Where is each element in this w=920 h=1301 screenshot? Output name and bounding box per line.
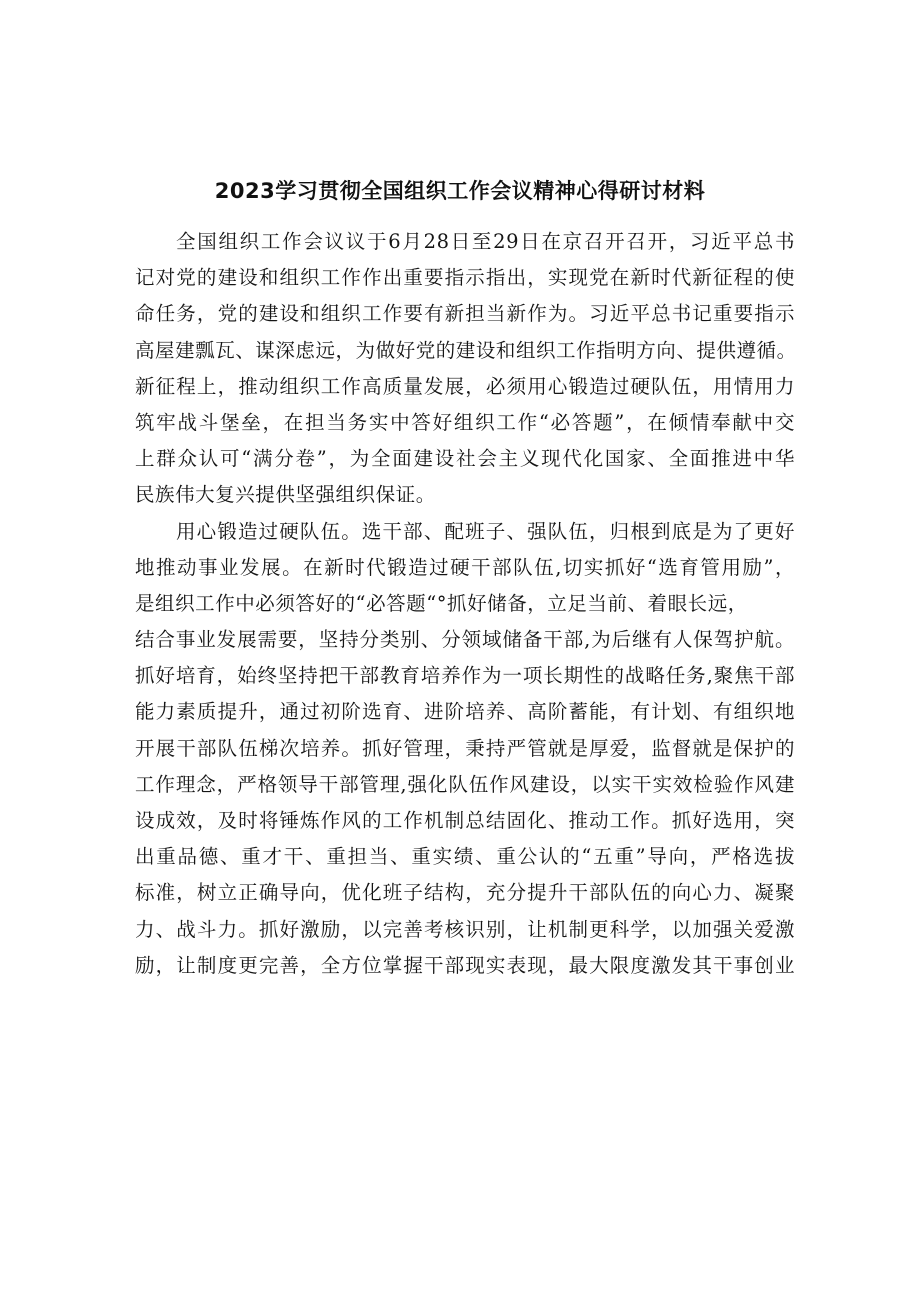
text-line: 新征程上，推动组织工作高质量发展，必须用心锻造过硬队伍，用情用力 xyxy=(135,374,795,398)
text-line: 命任务，党的建设和组织工作要有新担当新作为。习近平总书记重要指示 xyxy=(135,302,795,326)
text-line: 是组织工作中必须答好的“必答题“°抓好储备，立足当前、着眼长远， xyxy=(135,591,748,615)
text-line: 全国组织工作会议议于6月28日至29日在京召开召开，习近平总书 xyxy=(176,230,795,253)
text-line: 民族伟大复兴提供坚强组织保证。 xyxy=(135,483,436,507)
text-line: 用心锻造过硬队伍。选干部、配班子、强队伍，归根到底是为了更好 xyxy=(176,519,795,543)
text-line: 地推动事业发展。在新时代锻造过硬干部队伍,切实抓好“选育管用励”， xyxy=(135,555,795,579)
document-title: 2023学习贯彻全国组织工作会议精神心得研讨材料 xyxy=(214,179,706,203)
text-line: 能力素质提升，通过初阶选育、进阶培养、高阶蓄能，有计划、有组织地 xyxy=(135,700,795,724)
paragraph-1 xyxy=(135,224,795,514)
text-line: 励，让制度更完善，全方位掌握干部现实表现，最大限度激发其干事创业 xyxy=(135,953,795,977)
text-line: 出重品德、重才干、重担当、重实绩、重公认的“五重”导向，严格选拔 xyxy=(135,845,795,869)
text-line: 记对党的建设和组织工作作出重要指示指出，实现党在新时代新征程的使 xyxy=(135,266,795,290)
text-line: 高屋建瓢瓦、谋深虑远，为做好党的建设和组织工作指明方向、提供遵循。 xyxy=(135,338,797,362)
text-line: 标准，树立正确导向，优化班子结构，充分提升干部队伍的向心力、凝聚 xyxy=(135,881,795,905)
text-line: 抓好培育，始终坚持把干部教育培养作为一项长期性的战略任务,聚焦干部 xyxy=(135,664,795,688)
text-line: 工作理念，严格领导干部管理,强化队伍作风建设，以实干实效检验作风建 xyxy=(135,772,795,796)
text-line: 设成效，及时将锤炼作风的工作机制总结固化、推动工作。抓好选用，突 xyxy=(135,809,795,832)
text-line: 筑牢战斗堡垒，在担当务实中答好组织工作“必答题”，在倾情奉献中交 xyxy=(135,410,795,434)
paragraph-2 xyxy=(135,514,795,984)
document-body xyxy=(135,224,795,984)
text-line: 开展干部队伍梯次培养。抓好管理，秉持严管就是厚爱，监督就是保护的 xyxy=(135,736,795,760)
text-line: 上群众认可“满分卷”，为全面建设社会主义现代化国家、全面推进中华 xyxy=(135,447,795,471)
text-line: 力、战斗力。抓好激励，以完善考核识别，让机制更科学，以加强关爱激 xyxy=(135,917,795,941)
text-line: 结合事业发展需要，坚持分类别、分领域储备干部,为后继有人保驾护航。 xyxy=(135,628,795,652)
